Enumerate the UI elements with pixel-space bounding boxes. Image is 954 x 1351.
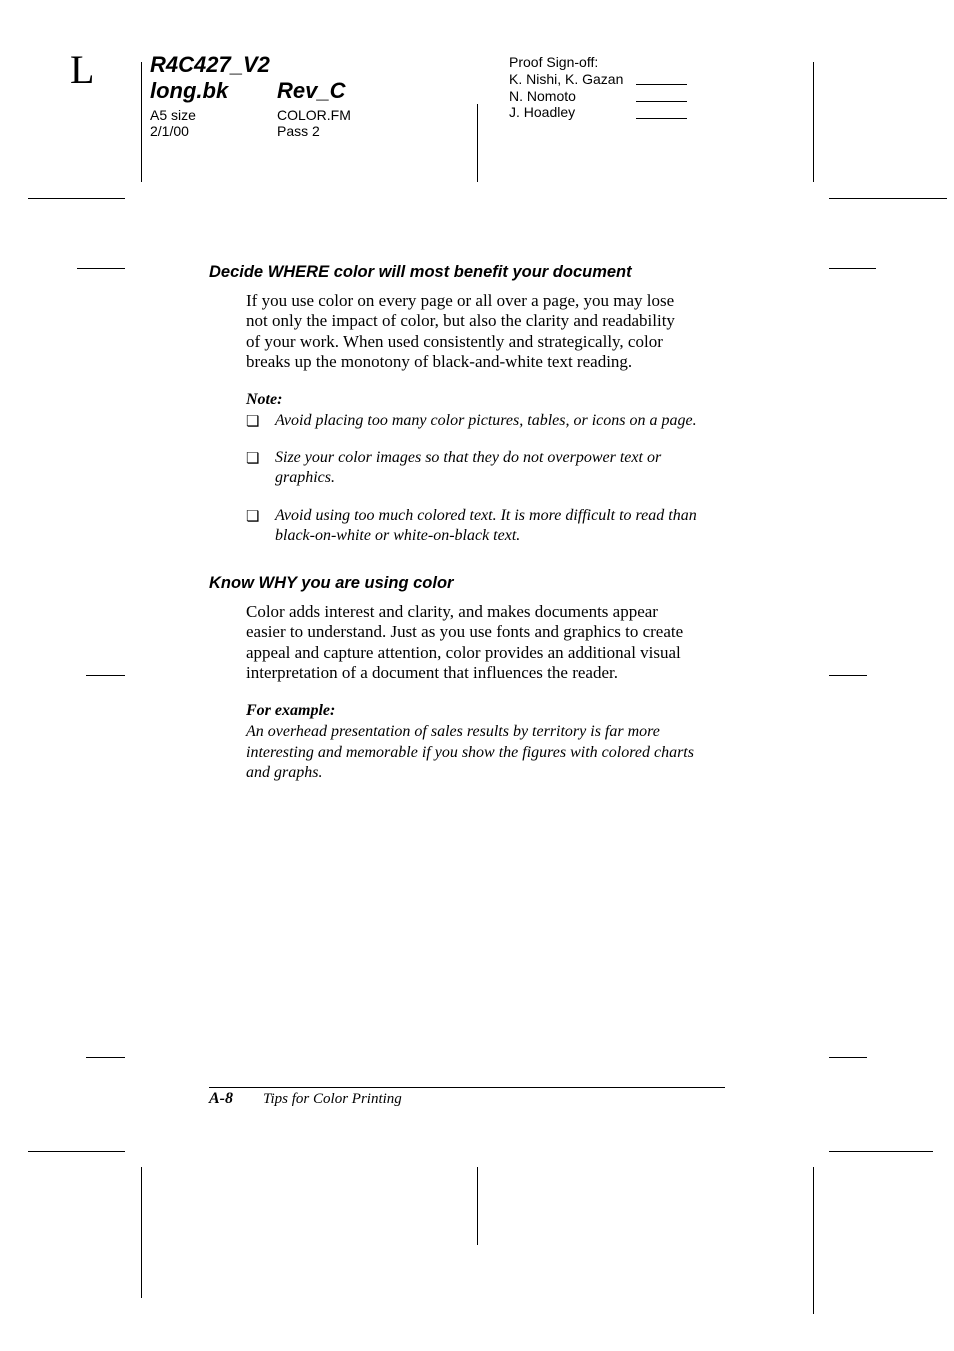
signoff-line bbox=[636, 84, 687, 85]
date: 2/1/00 bbox=[150, 123, 189, 139]
crop-mark bbox=[829, 675, 867, 676]
text-line: interpretation of a document that influences the reader. bbox=[246, 662, 618, 682]
checkbox-bullet-icon: ❏ bbox=[246, 414, 260, 430]
file-name: COLOR.FM bbox=[277, 107, 351, 123]
crop-mark bbox=[77, 268, 125, 269]
page-size: A5 size bbox=[150, 107, 196, 123]
signoff-title: Proof Sign-off: bbox=[509, 54, 599, 70]
crop-mark bbox=[477, 1167, 478, 1245]
crop-mark bbox=[813, 1167, 814, 1314]
page-number: A-8 bbox=[209, 1090, 233, 1107]
checkbox-bullet-icon: ❏ bbox=[246, 451, 260, 467]
running-footer-title: Tips for Color Printing bbox=[263, 1091, 402, 1107]
text-line: interesting and memorable if you show the figures with colored charts bbox=[246, 743, 694, 761]
body-paragraph bbox=[246, 602, 736, 683]
crop-mark bbox=[829, 198, 947, 199]
signoff-name: J. Hoadley bbox=[509, 104, 576, 120]
section-heading: Decide WHERE color will most benefit your document bbox=[209, 263, 632, 281]
crop-mark bbox=[86, 1057, 125, 1058]
signoff-name: N. Nomoto bbox=[509, 88, 576, 104]
text-line: of your work. When used consistently and strategically, color bbox=[246, 331, 663, 351]
crop-mark bbox=[28, 1151, 125, 1152]
body-paragraph bbox=[246, 291, 736, 372]
bullet-item bbox=[275, 411, 735, 431]
bullet-item bbox=[275, 448, 735, 488]
revision: Rev_C bbox=[277, 78, 346, 103]
text-line: An overhead presentation of sales results by territory is far more bbox=[246, 723, 660, 740]
signoff-name: K. Nishi, K. Gazan bbox=[509, 71, 624, 87]
crop-mark bbox=[829, 268, 876, 269]
pass: Pass 2 bbox=[277, 123, 320, 139]
crop-mark bbox=[813, 62, 814, 182]
note-label: Note: bbox=[246, 391, 283, 408]
text-line: breaks up the monotony of black-and-white text reading. bbox=[246, 351, 633, 371]
text-line: graphics. bbox=[275, 469, 335, 486]
text-line: Avoid placing too many color pictures, tables, or icons on a page. bbox=[275, 412, 697, 429]
crop-mark bbox=[86, 675, 125, 676]
example-text bbox=[246, 722, 736, 784]
text-line: Avoid using too much colored text. It is more difficult to read than bbox=[275, 507, 697, 524]
crop-mark bbox=[28, 198, 125, 199]
footer-rule bbox=[209, 1087, 725, 1088]
crop-mark bbox=[829, 1151, 933, 1152]
example-label: For example: bbox=[246, 702, 336, 719]
text-line: easier to understand. Just as you use fonts and graphics to create bbox=[246, 622, 684, 642]
text-line: not only the impact of color, but also the clarity and readability bbox=[246, 311, 675, 331]
doc-code: R4C427_V2 bbox=[150, 52, 270, 77]
book-name: long.bk bbox=[150, 78, 229, 103]
text-line: Size your color images so that they do not overpower text or bbox=[275, 449, 662, 466]
crop-mark bbox=[829, 1057, 867, 1058]
text-line: and graphs. bbox=[246, 764, 323, 781]
section-heading: Know WHY you are using color bbox=[209, 574, 454, 592]
signoff-line bbox=[636, 101, 687, 102]
signoff-line bbox=[636, 118, 687, 119]
crop-mark bbox=[477, 104, 478, 182]
crop-mark bbox=[141, 62, 142, 182]
text-line: Color adds interest and clarity, and makes documents appear bbox=[246, 602, 658, 621]
text-line: appeal and capture attention, color provides an additional visual bbox=[246, 642, 681, 662]
text-line: If you use color on every page or all over a page, you may lose bbox=[246, 291, 675, 310]
checkbox-bullet-icon: ❏ bbox=[246, 509, 260, 525]
bullet-item bbox=[275, 506, 735, 546]
crop-mark bbox=[141, 1167, 142, 1298]
text-line: black-on-white or white-on-black text. bbox=[275, 527, 521, 544]
corner-letter: L bbox=[70, 47, 95, 92]
